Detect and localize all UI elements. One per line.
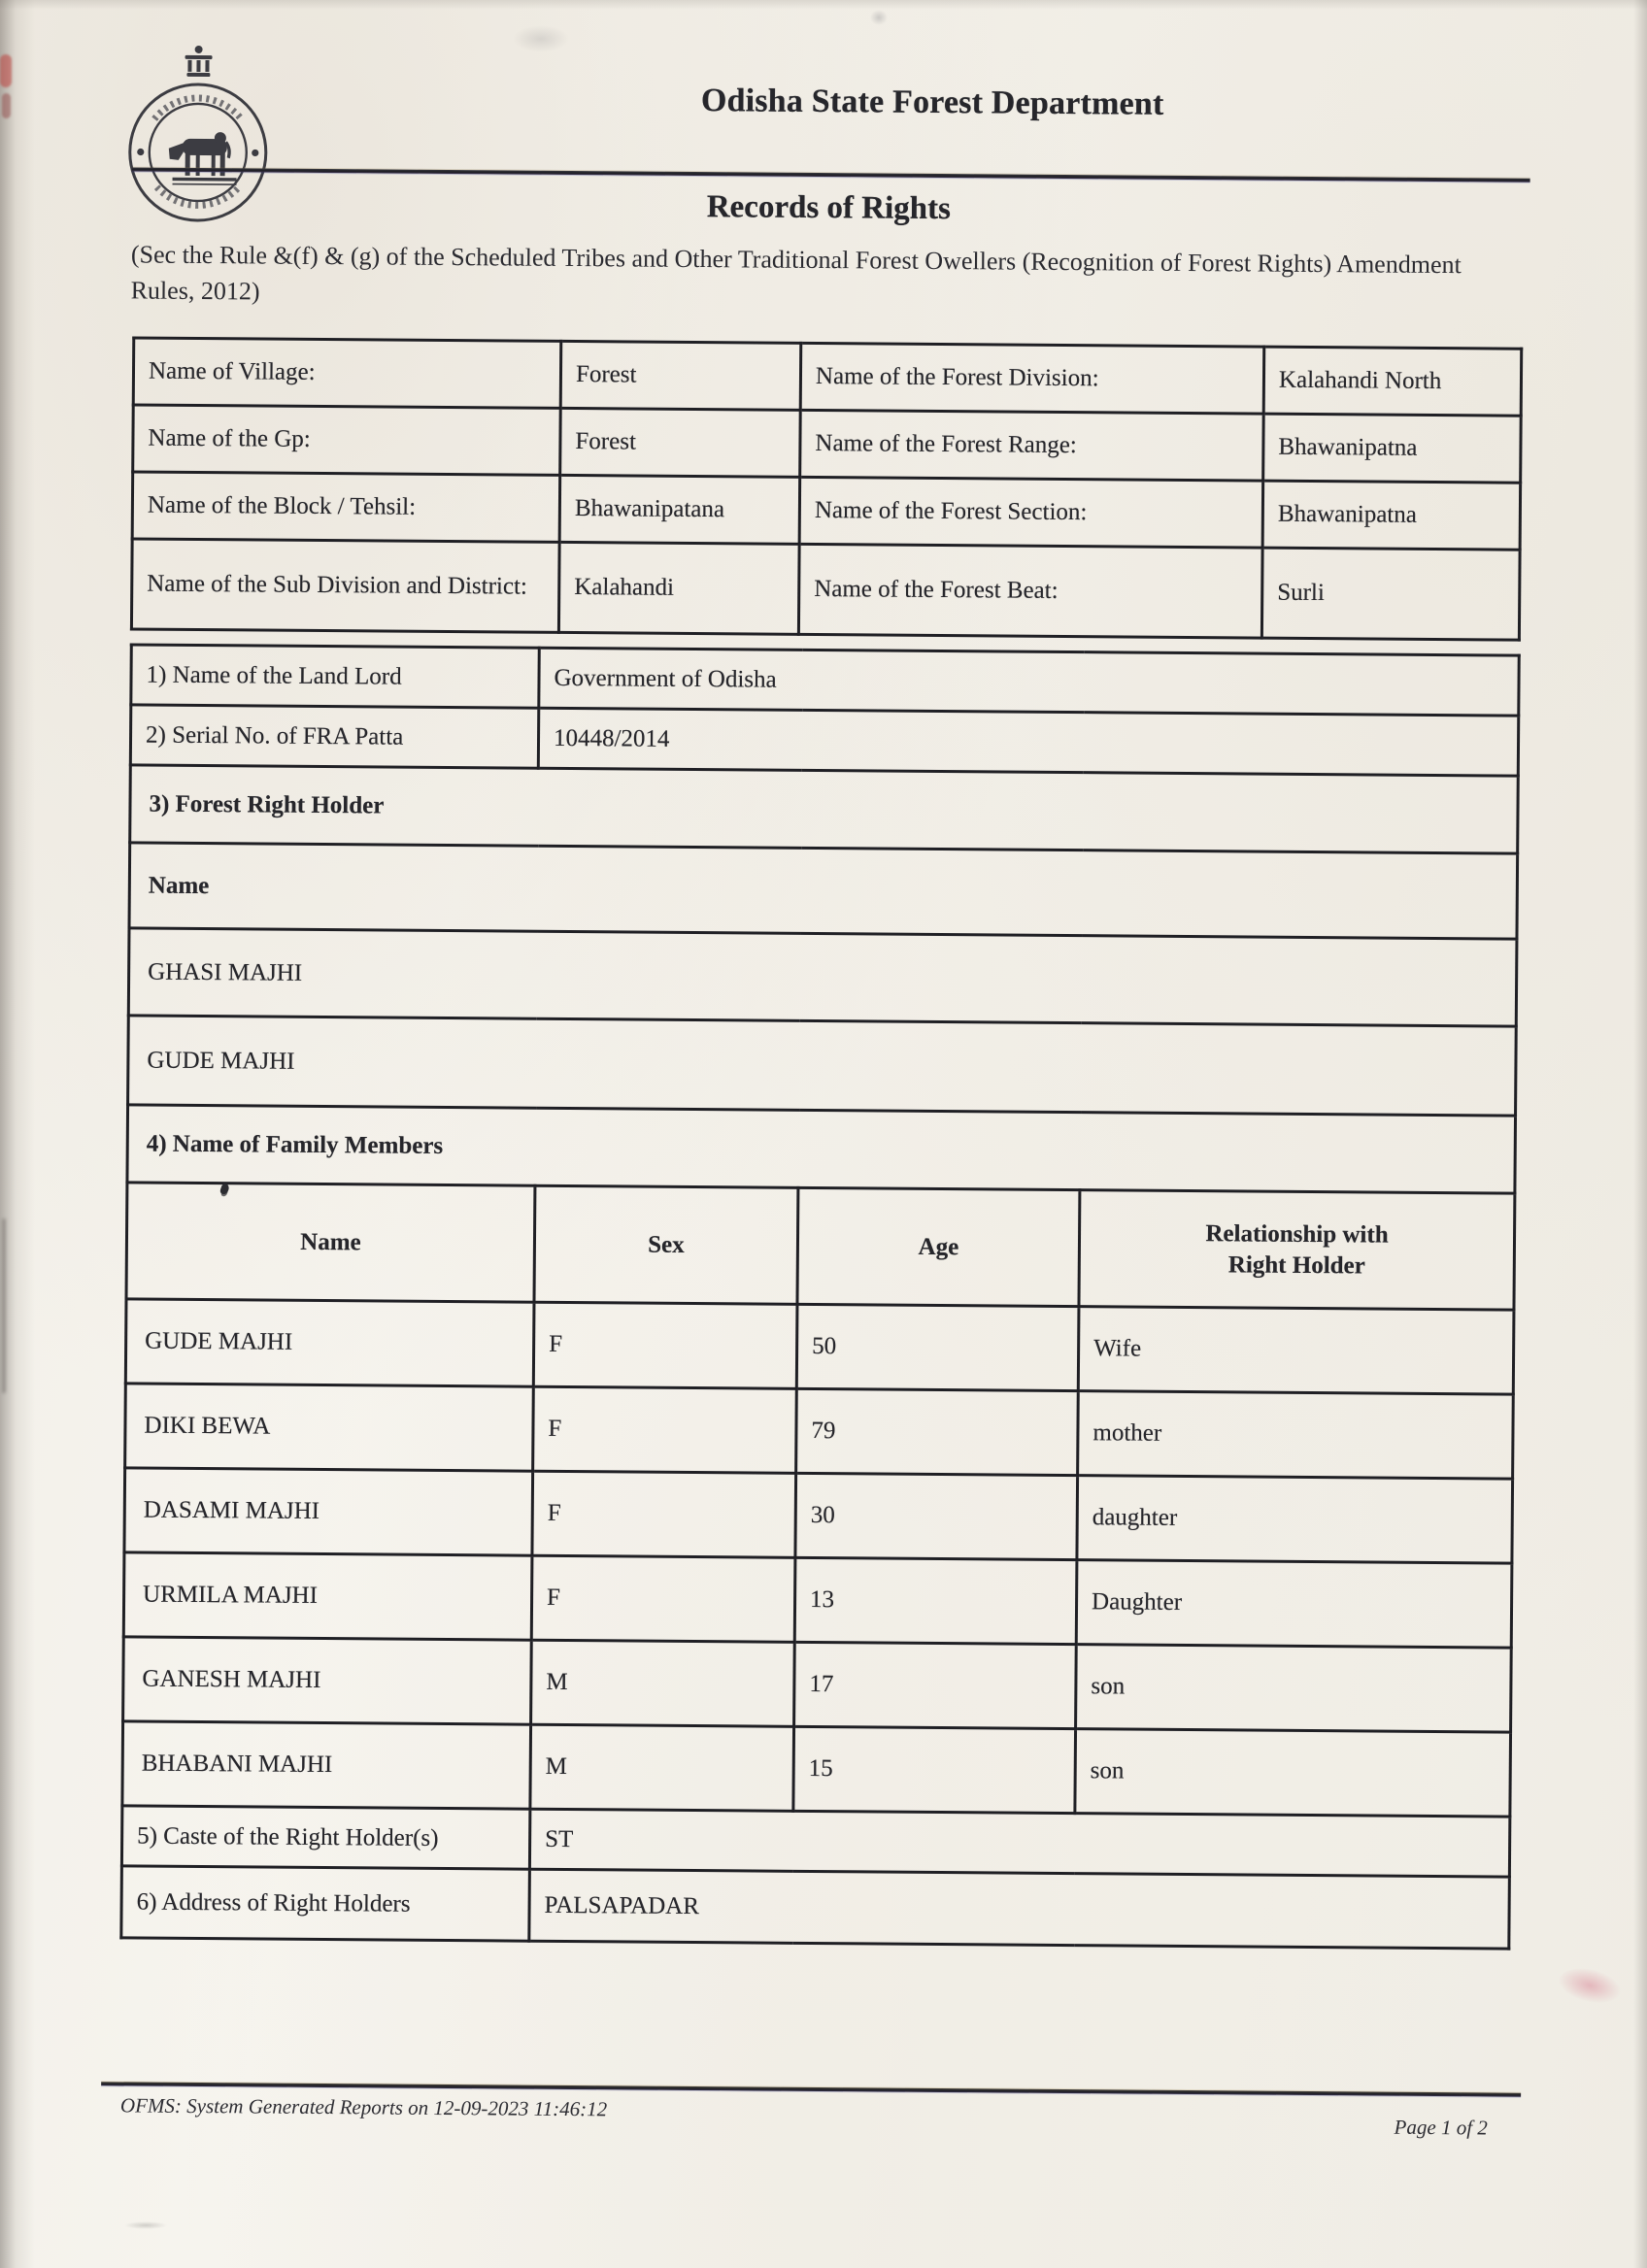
forest-section-value: Bhawanipatna: [1262, 481, 1521, 550]
member-name: DIKI BEWA: [125, 1384, 534, 1471]
right-holder-name: GHASI MAJHI: [128, 928, 1517, 1026]
family-member-row: [125, 1299, 1514, 1394]
right-holder-name: GUDE MAJHI: [128, 1016, 1517, 1116]
family-header-sex: Sex: [534, 1185, 798, 1304]
member-age: 15: [793, 1726, 1076, 1813]
forest-section-label: Name of the Forest Section:: [799, 477, 1263, 548]
forest-division-label: Name of the Forest Division:: [800, 343, 1264, 414]
family-header-row: [126, 1183, 1515, 1310]
member-relationship: son: [1075, 1729, 1511, 1818]
fra-patta-label: 2) Serial No. of FRA Patta: [130, 705, 538, 768]
member-age: 30: [795, 1473, 1078, 1559]
member-sex: F: [531, 1555, 795, 1642]
member-relationship: son: [1076, 1645, 1512, 1733]
table-row: [130, 705, 1518, 776]
footer-generated-text: OFMS: System Generated Reports on 12-09-2023 11:46:12: [119, 2093, 608, 2121]
record-table: [119, 643, 1520, 1950]
land-lord-label: 1) Name of the Land Lord: [131, 645, 539, 708]
family-members-heading: 4) Name of Family Members: [127, 1105, 1516, 1193]
table-row: [131, 645, 1519, 716]
family-member-row: [124, 1468, 1513, 1563]
village-label: Name of Village:: [133, 338, 561, 408]
address-label: 6) Address of Right Holders: [121, 1866, 530, 1941]
document-title: Records of Rights: [706, 189, 952, 227]
block-tehsil-value: Bhawanipatana: [559, 475, 800, 544]
forest-division-value: Kalahandi North: [1263, 347, 1522, 416]
member-sex: F: [532, 1471, 796, 1557]
family-member-row: [123, 1552, 1512, 1648]
member-age: 17: [794, 1642, 1077, 1728]
footer-page-number: Page 1 of 2: [1394, 2115, 1488, 2140]
member-relationship: daughter: [1077, 1476, 1513, 1564]
member-age: 50: [796, 1304, 1079, 1390]
table-row: [128, 1016, 1517, 1116]
block-tehsil-label: Name of the Block / Tehsil:: [132, 472, 560, 542]
member-name: GANESH MAJHI: [123, 1637, 532, 1724]
family-header-name: Name: [126, 1183, 535, 1302]
document-subtitle: (Sec the Rule &(f) & (g) of the Scheduled Tribes and Other Traditional Forest Owellers (Recognition of Forest Rights) Amendment Rules, 2012): [130, 240, 1462, 306]
department-title: Odisha State Forest Department: [700, 83, 1164, 122]
table-row: [130, 765, 1519, 853]
table-row: [133, 338, 1521, 416]
member-relationship: Wife: [1078, 1307, 1514, 1395]
member-sex: F: [533, 1386, 797, 1473]
member-sex: M: [530, 1724, 794, 1811]
family-member-row: [125, 1384, 1514, 1479]
fra-patta-value: 10448/2014: [538, 708, 1518, 776]
header-divider: [132, 167, 1530, 182]
table-row: [121, 1866, 1510, 1949]
member-name: URMILA MAJHI: [123, 1552, 532, 1640]
table-row: [121, 1806, 1509, 1877]
family-header-relationship-label: Relationship with Right Holder: [1205, 1220, 1389, 1279]
forest-beat-value: Surli: [1261, 548, 1520, 640]
land-lord-value: Government of Odisha: [539, 648, 1519, 716]
table-row: [127, 1105, 1516, 1193]
address-value: PALSAPADAR: [529, 1869, 1510, 1949]
forest-beat-label: Name of the Forest Beat:: [798, 544, 1262, 638]
table-row: [131, 539, 1520, 640]
table-row: [133, 405, 1521, 483]
member-sex: M: [531, 1640, 795, 1726]
member-name: BHABANI MAJHI: [122, 1721, 531, 1809]
member-name: DASAMI MAJHI: [124, 1468, 533, 1555]
holder-name-heading: Name: [129, 843, 1518, 939]
table-row: [128, 928, 1517, 1026]
member-name: GUDE MAJHI: [125, 1299, 534, 1386]
member-relationship: Daughter: [1076, 1560, 1512, 1649]
forest-right-holder-heading: 3) Forest Right Holder: [130, 765, 1519, 853]
family-member-row: [123, 1637, 1512, 1732]
family-header-relationship: [1079, 1190, 1515, 1311]
member-sex: F: [533, 1302, 797, 1388]
caste-value: ST: [529, 1809, 1509, 1877]
gp-value: Forest: [560, 408, 801, 477]
table-row: [129, 843, 1518, 939]
sub-division-value: Kalahandi: [558, 542, 799, 634]
table-row: [132, 472, 1520, 550]
caste-label: 5) Caste of the Right Holder(s): [121, 1806, 529, 1869]
forest-range-value: Bhawanipatna: [1263, 414, 1522, 483]
forest-range-label: Name of the Forest Range:: [800, 410, 1264, 481]
member-age: 79: [796, 1388, 1079, 1475]
member-age: 13: [794, 1557, 1077, 1644]
location-table: [130, 336, 1523, 641]
sub-division-label: Name of the Sub Division and District:: [131, 539, 559, 632]
member-relationship: mother: [1078, 1391, 1514, 1480]
family-member-row: [122, 1721, 1511, 1817]
village-value: Forest: [560, 341, 801, 410]
gp-label: Name of the Gp:: [133, 405, 561, 475]
family-header-age: Age: [797, 1187, 1080, 1306]
